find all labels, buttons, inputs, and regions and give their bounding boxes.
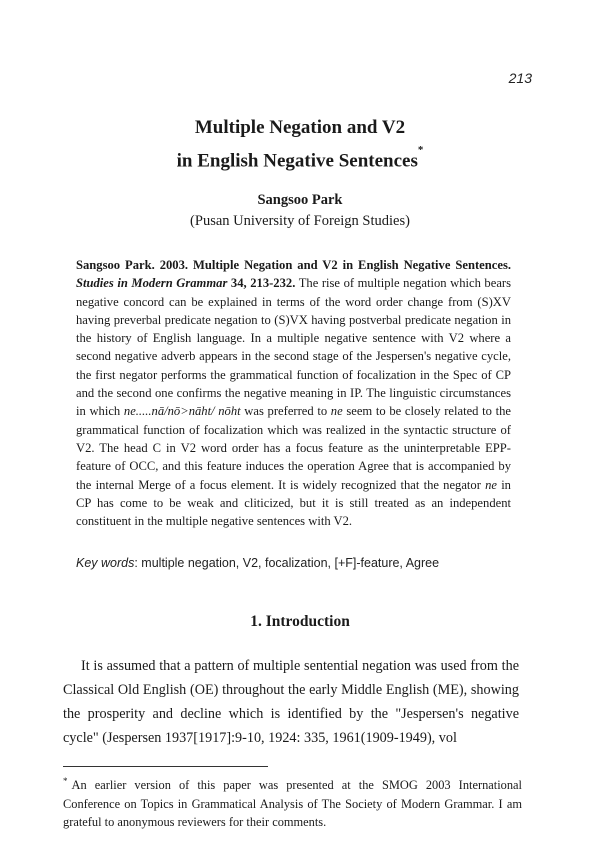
journal-name: Studies in Modern Grammar: [76, 276, 228, 291]
abstract-italic-3: ne: [485, 477, 497, 492]
footnote-mark: *: [63, 776, 68, 786]
abstract: [76, 256, 511, 530]
footnote-text: An earlier version of this paper was presented at the SMOG 2003 International Conference on Topics in Grammatical Analysis of The Society of Modern Grammar. I am grateful to anonymous reviewers for their comments.: [63, 778, 522, 830]
title-footnote-mark: *: [417, 144, 424, 156]
title-line-2-text: in English Negative Sentences: [176, 150, 418, 172]
paper-title: [0, 113, 600, 175]
page-number: 213: [508, 70, 532, 86]
abstract-text-2: was preferred to: [244, 404, 328, 419]
author-block: [0, 190, 600, 232]
title-line-1: Multiple Negation and V2: [194, 117, 406, 138]
keywords: [76, 556, 516, 570]
keywords-text: : multiple negation, V2, focalization, [+F]-feature, Agree: [134, 556, 440, 570]
footnote-divider: [63, 766, 268, 767]
title-line-2: [0, 142, 600, 175]
citation-head: Sangsoo Park. 2003. Multiple Negation and V2 in English Negative Sentences.: [76, 258, 511, 272]
citation-tail: 34, 213-232.: [230, 276, 296, 291]
abstract-italic-2: ne: [330, 404, 343, 419]
intro-paragraph: It is assumed that a pattern of multiple sentential negation was used from the Classical Old English (OE) throughout the early Middle English (ME), showing the prosperity and decline which is identified by the "Jespersen's negative cycle" (Jespersen 1937[1917]:9-10, 1924: 335, 1961(1909-1949), vol: [63, 658, 519, 746]
author-affiliation: (Pusan University of Foreign Studies): [190, 213, 410, 229]
author-name: Sangsoo Park: [257, 192, 343, 208]
abstract-text-1: The rise of multiple negation which bears negative concord can be explained in terms of the word order change from (S)XV having preverbal predicate negation to (S)VX having postverbal predicate negation in the history of English language. In a multiple negative sentence with V2 where a second negative adverb appears in the second stage of the Jespersen's negative cycle, the first negator performs the grammatical function of focalization in the Spec of CP and the second one confirms the negative meaning in IP. The linguistic circumstances in which: [76, 276, 512, 419]
section-heading: 1. Introduction: [250, 613, 350, 630]
footnote: [63, 772, 522, 832]
abstract-text-3: seem to be closely related to the grammatical function of focalization which was realized in the syntactic structure of V2. The head C in V2 word order has a focus feature as the uninterpretable EPP-feature of OCC, and this feature induces the operation Agree that is accompanied by the internal Merge of a focus element. It is widely recognized that the negator: [76, 404, 511, 492]
abstract-italic-1: ne.....nā/nō>nāht/ nōht: [123, 404, 241, 419]
keywords-label: Key words: [76, 556, 135, 570]
abstract-text-4: in CP has come to be weak and cliticized, but it is still treated as an independent constituent in the multiple negative sentences with V2.: [76, 477, 511, 529]
